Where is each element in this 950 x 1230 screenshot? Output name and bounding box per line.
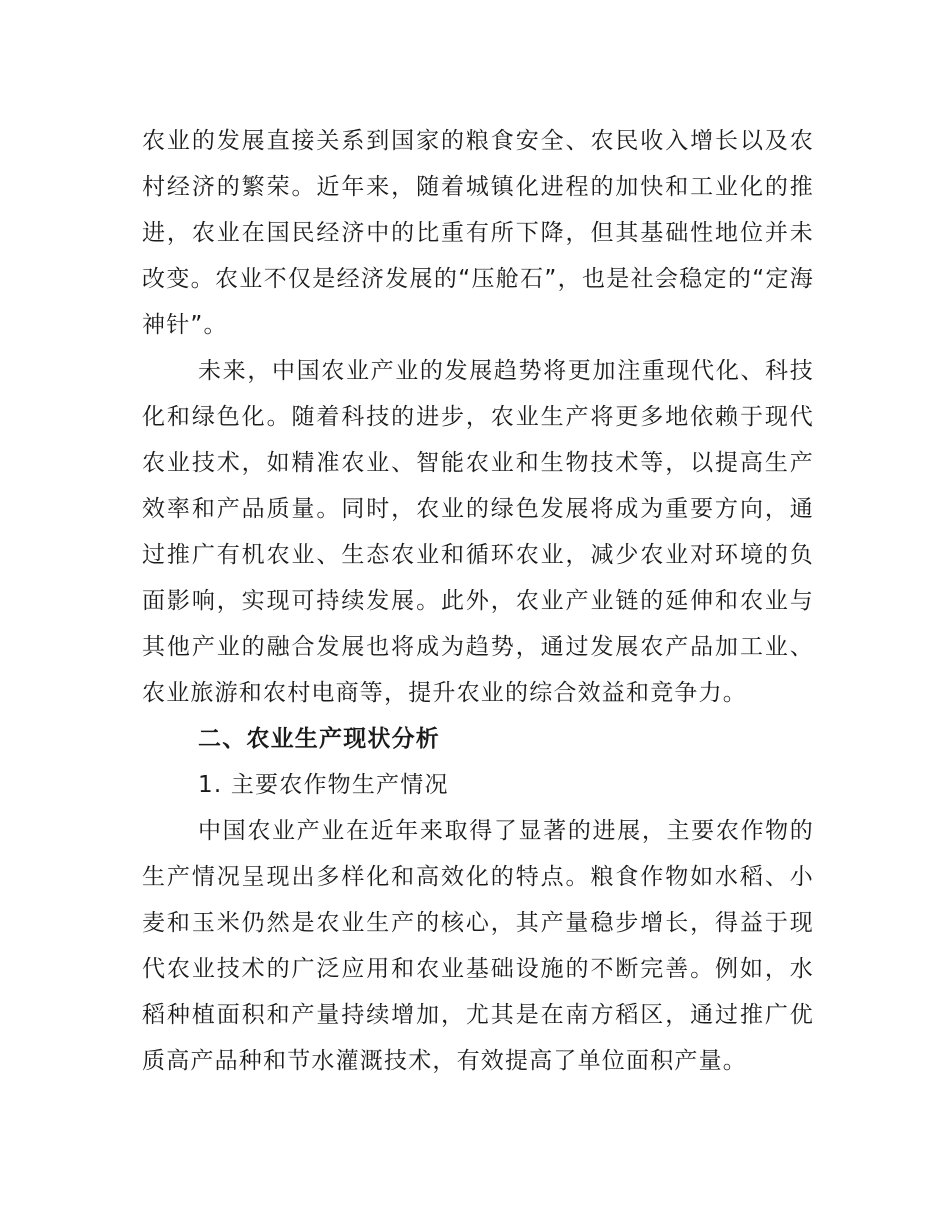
subsection-heading-main-crops: 1. 主要农作物生产情况 (198, 772, 449, 798)
section-heading-production-status: 二、农业生产现状分析 (198, 726, 440, 752)
paragraph-agriculture-importance: 农业的发展直接关系到国家的粮食安全、农民收入增长以及农村经济的繁荣。近年来，随着城镇化进程的加快和工业化的推进，农业在国民经济中的比重有所下降，但其基础性地位并未改变。农业不仅是经济发展的“压舱石”，也是社会稳定的“定海神针”。 (142, 128, 814, 338)
document-body (142, 118, 814, 1084)
paragraph-future-trends: 未来，中国农业产业的发展趋势将更加注重现代化、科技化和绿色化。随着科技的进步，农业生产将更多地依赖于现代农业技术，如精准农业、智能农业和生物技术等，以提高生产效率和产品质量。同时，农业的绿色发展将成为重要方向，通过推广有机农业、生态农业和循环农业，减少农业对环境的负面影响，实现可持续发展。此外，农业产业链的延伸和农业与其他产业的融合发展也将成为趋势，通过发展农产品加工业、农业旅游和农村电商等，提升农业的综合效益和竞争力。 (142, 358, 814, 706)
paragraph-main-crops: 中国农业产业在近年来取得了显著的进展，主要农作物的生产情况呈现出多样化和高效化的特点。粮食作物如水稻、小麦和玉米仍然是农业生产的核心，其产量稳步增长，得益于现代农业技术的广泛应用和农业基础设施的不断完善。例如，水稻种植面积和产量持续增加，尤其是在南方稻区，通过推广优质高产品种和节水灌溉技术，有效提高了单位面积产量。 (142, 818, 814, 1074)
